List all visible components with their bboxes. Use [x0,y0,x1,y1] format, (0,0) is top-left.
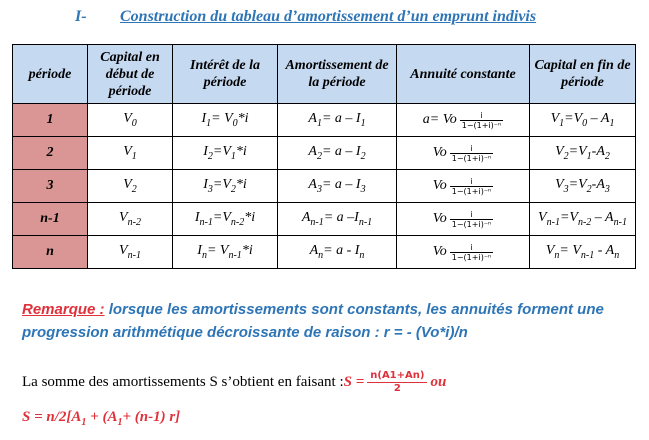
subscript: 1 [131,150,137,162]
text-part: V [123,111,132,127]
subscript: n-1 [199,216,213,228]
fraction-numerator: i [470,176,473,186]
subscript: n-1 [228,249,242,261]
cell-capital-debut [88,104,173,137]
subscript: 0 [582,117,588,129]
text-part: =V [212,177,231,193]
text-part: V [119,243,128,259]
text-part: =V [212,144,231,160]
sum-text: La somme des amortissements S s’obtient en faisant : [22,374,344,390]
text-part: =V [212,210,231,226]
fraction-numerator: i [480,110,483,120]
text-part: = V [211,111,233,127]
cell-periode: 2 [13,137,88,170]
cell-periode: 3 [13,170,88,203]
fraction-denominator: 1−(1+i)⁻ⁿ [451,219,492,229]
cell-interet [173,236,278,269]
cell-annuite [397,203,530,236]
sum-fraction [370,370,424,395]
subscript: n [201,249,207,261]
annuity-fraction [450,144,493,163]
text-part: = a –I [323,210,359,226]
header-amortissement: Amortissement de la période [278,45,397,104]
fraction-denominator: 1−(1+i)⁻ⁿ [461,120,502,130]
fraction-numerator: i [470,209,473,219]
text-part: V [550,111,560,127]
annuity-fraction [450,243,493,262]
cell-capital-fin [530,104,636,137]
subscript: n-1 [358,216,373,228]
header-periode: période [13,45,88,104]
subscript: 1 [206,117,212,129]
cell-periode: n-1 [13,203,88,236]
section-number: I- [75,8,87,25]
subscript: 0 [232,117,238,129]
subscript: 2 [230,183,236,195]
subscript: 2 [316,150,322,162]
subscript: 3 [207,183,213,195]
table-header-row [13,45,636,104]
table-row [13,203,636,236]
subscript: n-2 [127,216,141,228]
text-part: *i [237,111,249,127]
table-row [13,236,636,269]
annuity-prefix: a= Vo [422,112,457,127]
section-title [0,8,649,28]
sum-suffix: ou [430,374,447,390]
text-part: – A [591,210,614,226]
text-part: V [555,177,564,193]
cell-interet [173,170,278,203]
subscript: 1 [360,117,366,129]
subscript: 2 [586,183,592,195]
annuity-fraction [460,111,503,130]
subscript: n-2 [577,216,592,228]
text-part: I [197,243,202,259]
text-part: A [309,243,319,259]
subscript: n-1 [127,249,141,261]
text-part: *i [235,144,247,160]
subscript: n [614,249,620,261]
text-part: = V [559,243,581,259]
annuity-prefix: Vo [432,244,447,259]
text-part: *i [235,177,247,193]
cell-capital-debut [88,236,173,269]
cell-capital-debut [88,137,173,170]
subscript: n-1 [310,216,324,228]
subscript: 3 [316,183,322,195]
annuity-fraction [450,177,493,196]
text-part: V [538,210,547,226]
subscript: 2 [563,150,569,162]
cell-periode: n [13,236,88,269]
cell-annuite [397,104,530,137]
annuity-prefix: Vo [432,178,447,193]
subscript: 1 [230,150,236,162]
text-part: V [123,177,132,193]
text-part: I [203,177,208,193]
subscript: 3 [604,183,610,195]
subscript: 2 [131,183,137,195]
annuity-prefix: Vo [432,145,447,160]
text-part: A [308,177,317,193]
header-capital-debut: Capital en début de période [88,45,173,104]
sum-denominator: 2 [367,382,427,395]
fraction-denominator: 1−(1+i)⁻ⁿ [451,153,492,163]
table-row [13,137,636,170]
formula-part: + (n-1) r] [122,409,181,425]
text-part: = V [206,243,229,259]
text-part: =V [564,111,583,127]
table-row [13,104,636,137]
cell-amortissement [278,236,397,269]
sum-numerator: n(A1+An) [370,370,425,381]
cell-periode: 1 [13,104,88,137]
subscript: 1 [316,117,322,129]
subscript: 3 [563,183,569,195]
remark-text: lorsque les amortissements sont constants, les annuités forment une progression arithmétique décroissante de raison : r = - (Vo*i)/n [22,301,604,341]
header-interet: Intérêt de la période [173,45,278,104]
annuity-fraction [450,210,493,229]
subscript: n-1 [546,216,560,228]
text-part: I [201,111,207,127]
subscript: n-1 [613,216,627,228]
text-part: *i [244,210,256,226]
subscript: 1 [609,117,615,129]
subscript: n [318,249,324,261]
table-row [13,170,636,203]
text-part: - A [594,243,615,259]
cell-interet [173,137,278,170]
cell-amortissement [278,170,397,203]
subscript: 2 [207,150,213,162]
text-part: I [203,144,208,160]
formula-sub: 1 [81,417,87,428]
subscript: 0 [131,117,137,129]
cell-amortissement [278,203,397,236]
text-part: A [301,210,311,226]
cell-annuite [397,170,530,203]
text-part: A [308,111,317,127]
annuity-prefix: Vo [432,211,447,226]
subscript: 3 [360,183,366,195]
text-part: = a – I [321,144,361,160]
text-part: = a – I [321,177,361,193]
text-part: =V [568,144,587,160]
formula-part: S = n/2[A [22,409,82,425]
cell-capital-fin [530,203,636,236]
text-part: V [545,243,555,259]
text-part: =V [559,210,578,226]
text-part: -A [591,144,605,160]
cell-annuite [397,236,530,269]
sum-sentence [22,370,446,395]
text-part: V [119,210,128,226]
subscript: 1 [559,117,565,129]
cell-amortissement [278,104,397,137]
fraction-numerator: i [470,242,473,252]
subscript: n-1 [580,249,595,261]
sum-s-equals: S = [343,374,365,390]
fraction-numerator: i [470,143,473,153]
text-part: V [123,144,132,160]
subscript: 2 [604,150,610,162]
subscript: 2 [360,150,366,162]
text-part: =V [568,177,587,193]
cell-capital-fin [530,137,636,170]
subscript: n [359,249,365,261]
cell-capital-fin [530,170,636,203]
subscript: 1 [586,150,592,162]
text-part: *i [241,243,253,259]
text-part: V [555,144,564,160]
text-part: = a - I [323,243,360,259]
remark-label: Remarque : [22,301,105,318]
cell-capital-fin [530,236,636,269]
amortization-table [12,44,636,269]
text-part: I [194,210,200,226]
header-annuite: Annuité constante [397,45,530,104]
text-part: – A [587,111,610,127]
remark-paragraph [22,298,632,344]
cell-interet [173,104,278,137]
subscript: n [554,249,560,261]
cell-capital-debut [88,170,173,203]
fraction-denominator: 1−(1+i)⁻ⁿ [451,252,492,262]
formula-part: + (A [86,409,118,425]
cell-annuite [397,137,530,170]
formula-sub: 1 [117,417,123,428]
fraction-denominator: 1−(1+i)⁻ⁿ [451,186,492,196]
sum-formula [22,409,180,428]
text-part: A [308,144,317,160]
subscript: n-2 [230,216,245,228]
section-heading: Construction du tableau d’amortissement d’un emprunt indivis [120,8,537,25]
text-part: = a – I [321,111,361,127]
text-part: -A [591,177,605,193]
cell-capital-debut [88,203,173,236]
header-capital-fin: Capital en fin de période [530,45,636,104]
cell-interet [173,203,278,236]
cell-amortissement [278,137,397,170]
